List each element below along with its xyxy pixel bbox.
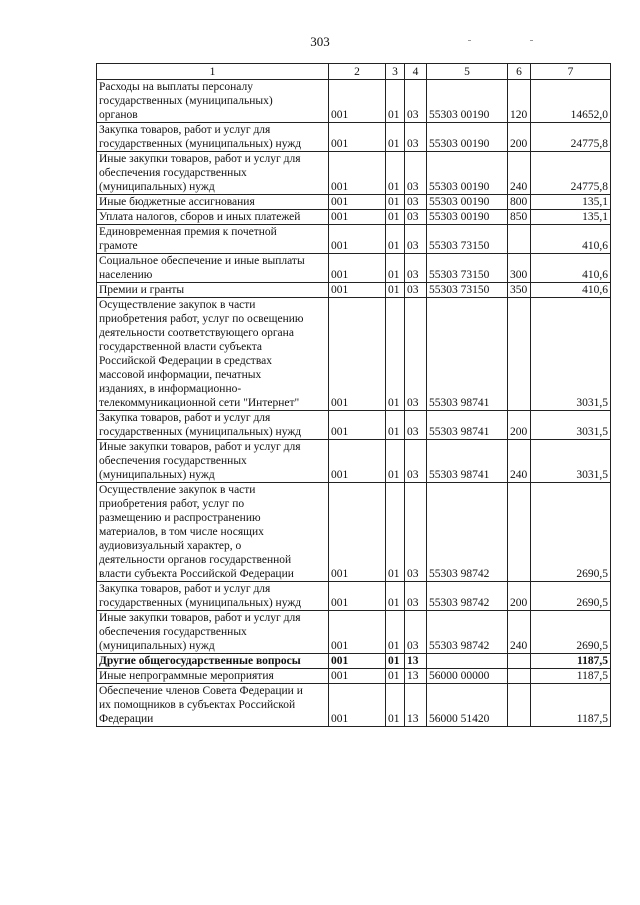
amount: 3031,5 <box>531 411 611 440</box>
amount: 24775,8 <box>531 123 611 152</box>
row-name: Иные закупки товаров, работ и услуг для обеспечения государственных (муниципальных) нужд <box>97 440 329 483</box>
row-name: Иные непрограммные мероприятия <box>97 669 329 684</box>
expense-type-code: 200 <box>508 582 531 611</box>
subsection-code: 03 <box>405 611 427 654</box>
target-article-code: 55303 98742 <box>427 611 508 654</box>
header-row <box>97 64 611 80</box>
amount: 2690,5 <box>531 483 611 582</box>
table-row <box>97 195 611 210</box>
target-article-code: 55303 73150 <box>427 254 508 283</box>
amount: 24775,8 <box>531 152 611 195</box>
section-code: 01 <box>386 654 405 669</box>
amount: 1187,5 <box>531 669 611 684</box>
target-article-code: 56000 51420 <box>427 684 508 727</box>
row-name: Другие общегосударственные вопросы <box>97 654 329 669</box>
subsection-code: 13 <box>405 684 427 727</box>
subsection-code: 03 <box>405 80 427 123</box>
row-name: Закупка товаров, работ и услуг для государственных (муниципальных) нужд <box>97 123 329 152</box>
expense-type-code: 300 <box>508 254 531 283</box>
subsection-code: 03 <box>405 123 427 152</box>
admin-code: 001 <box>329 283 386 298</box>
subsection-code: 03 <box>405 298 427 411</box>
header-cell: 5 <box>427 64 508 80</box>
section-code: 01 <box>386 123 405 152</box>
expense-type-code: 240 <box>508 152 531 195</box>
amount: 1187,5 <box>531 654 611 669</box>
amount: 410,6 <box>531 254 611 283</box>
section-code: 01 <box>386 254 405 283</box>
section-code: 01 <box>386 152 405 195</box>
target-article-code: 56000 00000 <box>427 669 508 684</box>
subsection-code: 03 <box>405 254 427 283</box>
subsection-code: 13 <box>405 654 427 669</box>
subsection-code: 03 <box>405 152 427 195</box>
section-code: 01 <box>386 483 405 582</box>
header-cell: 1 <box>97 64 329 80</box>
target-article-code: 55303 73150 <box>427 225 508 254</box>
expense-type-code: 120 <box>508 80 531 123</box>
admin-code: 001 <box>329 225 386 254</box>
section-code: 01 <box>386 80 405 123</box>
expense-type-code <box>508 654 531 669</box>
admin-code: 001 <box>329 298 386 411</box>
admin-code: 001 <box>329 611 386 654</box>
expense-type-code: 800 <box>508 195 531 210</box>
header-cell: 7 <box>531 64 611 80</box>
expense-type-code: 240 <box>508 611 531 654</box>
subsection-code: 03 <box>405 225 427 254</box>
table-row <box>97 669 611 684</box>
target-article-code: 55303 00190 <box>427 123 508 152</box>
amount: 3031,5 <box>531 298 611 411</box>
expense-type-code: 350 <box>508 283 531 298</box>
section-code: 01 <box>386 684 405 727</box>
subsection-code: 03 <box>405 582 427 611</box>
table-row <box>97 654 611 669</box>
header-cell: 2 <box>329 64 386 80</box>
table-row <box>97 254 611 283</box>
subsection-code: 03 <box>405 440 427 483</box>
admin-code: 001 <box>329 582 386 611</box>
section-code: 01 <box>386 298 405 411</box>
admin-code: 001 <box>329 195 386 210</box>
row-name: Социальное обеспечение и иные выплаты населению <box>97 254 329 283</box>
table-row <box>97 80 611 123</box>
admin-code: 001 <box>329 152 386 195</box>
amount: 2690,5 <box>531 582 611 611</box>
amount: 410,6 <box>531 283 611 298</box>
table-row <box>97 411 611 440</box>
row-name: Осуществление закупок в части приобретения работ, услуг по размещению и распространению материалов, в том числе носящих аудиовизуальный характер, о деятельности органов государственной власти субъекта Российской Федерации <box>97 483 329 582</box>
header-cell: 3 <box>386 64 405 80</box>
page-number: 303 <box>310 34 330 49</box>
amount: 14652,0 <box>531 80 611 123</box>
header-cell: 4 <box>405 64 427 80</box>
section-code: 01 <box>386 225 405 254</box>
target-article-code: 55303 00190 <box>427 80 508 123</box>
table-row <box>97 684 611 727</box>
admin-code: 001 <box>329 483 386 582</box>
table-row <box>97 152 611 195</box>
admin-code: 001 <box>329 254 386 283</box>
section-code: 01 <box>386 582 405 611</box>
row-name: Иные закупки товаров, работ и услуг для обеспечения государственных (муниципальных) нужд <box>97 611 329 654</box>
amount: 410,6 <box>531 225 611 254</box>
row-name: Закупка товаров, работ и услуг для государственных (муниципальных) нужд <box>97 411 329 440</box>
table-row <box>97 611 611 654</box>
budget-table <box>96 63 611 727</box>
section-code: 01 <box>386 411 405 440</box>
expense-type-code: 850 <box>508 210 531 225</box>
expense-type-code <box>508 684 531 727</box>
table-row <box>97 283 611 298</box>
expense-type-code <box>508 669 531 684</box>
expense-type-code: 200 <box>508 123 531 152</box>
row-name: Единовременная премия к почетной грамоте <box>97 225 329 254</box>
row-name: Обеспечение членов Совета Федерации и их помощников в субъектах Российской Федерации <box>97 684 329 727</box>
row-name: Иные закупки товаров, работ и услуг для обеспечения государственных (муниципальных) нужд <box>97 152 329 195</box>
target-article-code: 55303 98742 <box>427 582 508 611</box>
subsection-code: 03 <box>405 283 427 298</box>
admin-code: 001 <box>329 684 386 727</box>
target-article-code: 55303 00190 <box>427 195 508 210</box>
table-row <box>97 298 611 411</box>
target-article-code: 55303 00190 <box>427 210 508 225</box>
section-code: 01 <box>386 283 405 298</box>
subsection-code: 03 <box>405 483 427 582</box>
admin-code: 001 <box>329 80 386 123</box>
row-name: Премии и гранты <box>97 283 329 298</box>
target-article-code: 55303 73150 <box>427 283 508 298</box>
target-article-code <box>427 654 508 669</box>
table-row <box>97 123 611 152</box>
admin-code: 001 <box>329 210 386 225</box>
subsection-code: 03 <box>405 210 427 225</box>
target-article-code: 55303 98741 <box>427 298 508 411</box>
expense-type-code <box>508 298 531 411</box>
row-name: Уплата налогов, сборов и иных платежей <box>97 210 329 225</box>
expense-type-code: 240 <box>508 440 531 483</box>
admin-code: 001 <box>329 440 386 483</box>
section-code: 01 <box>386 195 405 210</box>
expense-type-code <box>508 225 531 254</box>
section-code: 01 <box>386 611 405 654</box>
amount: 135,1 <box>531 195 611 210</box>
admin-code: 001 <box>329 411 386 440</box>
subsection-code: 13 <box>405 669 427 684</box>
admin-code: 001 <box>329 654 386 669</box>
target-article-code: 55303 98742 <box>427 483 508 582</box>
header-cell: 6 <box>508 64 531 80</box>
amount: 3031,5 <box>531 440 611 483</box>
subsection-code: 03 <box>405 411 427 440</box>
row-name: Осуществление закупок в части приобретения работ, услуг по освещению деятельности соответствующего органа государственной власти субъекта Российской Федерации в средствах массовой информации, печатных изданиях, в информационно- телекоммуникационной сети "Интернет" <box>97 298 329 411</box>
admin-code: 001 <box>329 123 386 152</box>
target-article-code: 55303 00190 <box>427 152 508 195</box>
table-row <box>97 225 611 254</box>
amount: 1187,5 <box>531 684 611 727</box>
target-article-code: 55303 98741 <box>427 440 508 483</box>
table-row <box>97 582 611 611</box>
target-article-code: 55303 98741 <box>427 411 508 440</box>
section-code: 01 <box>386 210 405 225</box>
subsection-code: 03 <box>405 195 427 210</box>
amount: 135,1 <box>531 210 611 225</box>
scan-speck <box>468 40 471 41</box>
expense-type-code <box>508 483 531 582</box>
expense-type-code: 200 <box>508 411 531 440</box>
admin-code: 001 <box>329 669 386 684</box>
table-row <box>97 440 611 483</box>
row-name: Расходы на выплаты персоналу государственных (муниципальных) органов <box>97 80 329 123</box>
section-code: 01 <box>386 440 405 483</box>
table-row <box>97 483 611 582</box>
amount: 2690,5 <box>531 611 611 654</box>
section-code: 01 <box>386 669 405 684</box>
table-row <box>97 210 611 225</box>
row-name: Иные бюджетные ассигнования <box>97 195 329 210</box>
row-name: Закупка товаров, работ и услуг для государственных (муниципальных) нужд <box>97 582 329 611</box>
scan-speck <box>530 40 533 41</box>
